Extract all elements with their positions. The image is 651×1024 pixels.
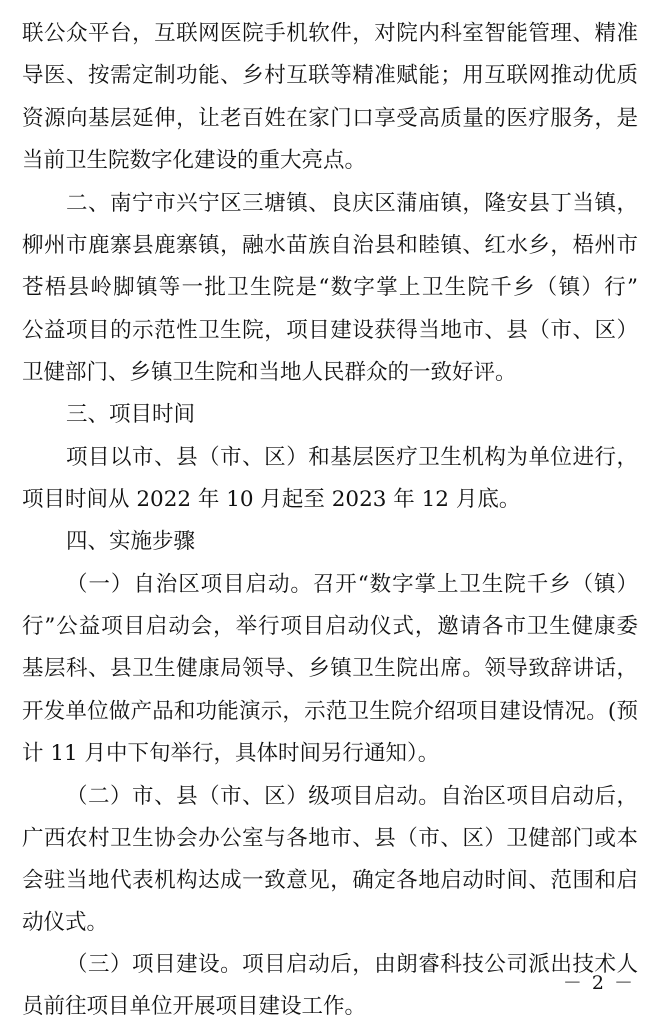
text-line: 项目以市、县（市、区）和基层医疗卫生机构为单位进行， — [66, 445, 638, 470]
text-line: 资源向基层延伸，让老百姓在家门口享受高质量的医疗服务，是 — [22, 106, 638, 131]
text-line: 公益项目的示范性卫生院，项目建设获得当地市、县（市、区） — [22, 318, 638, 343]
text-line: 柳州市鹿寨县鹿寨镇，融水苗族自治县和睦镇、红水乡，梧州市 — [22, 233, 638, 258]
text-line: 会驻当地代表机构达成一致意见，确定各地启动时间、范围和启 — [22, 868, 638, 893]
step-two-first-line: （二）市、县（市、区）级项目启动。自治区项目启动后， — [66, 784, 638, 809]
text-line: 导医、按需定制功能、乡村互联等精准赋能；用互联网推动优质 — [22, 63, 638, 88]
text-line: 广西农村卫生协会办公室与各地市、县（市、区）卫健部门或本 — [22, 826, 638, 851]
section-heading-project-time: 三、项目时间 — [66, 402, 196, 427]
section-heading-implementation-steps: 四、实施步骤 — [66, 529, 196, 554]
step-three-first-line: （三）项目建设。项目启动后，由朗睿科技公司派出技术人 — [66, 952, 638, 977]
text-line: 行”公益项目启动会，举行项目启动仪式，邀请各市卫生健康委 — [22, 614, 638, 639]
step-one-first-line: （一）自治区项目启动。召开“数字掌上卫生院千乡（镇） — [66, 572, 638, 597]
text-line: 联公众平台，互联网医院手机软件，对院内科室智能管理、精准 — [22, 21, 638, 46]
text-line: 动仪式。 — [22, 910, 109, 935]
section-two-first-line: 二、南宁市兴宁区三塘镇、良庆区蒲庙镇，隆安县丁当镇， — [66, 191, 638, 216]
text-line: 当前卫生院数字化建设的重大亮点。 — [22, 148, 367, 173]
text-line: 开发单位做产品和功能演示，示范卫生院介绍项目建设情况。(预 — [22, 699, 638, 724]
text-line: 计 11 月中下旬举行，具体时间另行通知）。 — [22, 741, 440, 766]
text-line: 项目时间从 2022 年 10 月起至 2023 年 12 月底。 — [22, 487, 521, 512]
text-line: 苍梧县岭脚镇等一批卫生院是“数字掌上卫生院千乡（镇）行” — [22, 275, 638, 300]
text-line: 员前往项目单位开展项目建设工作。 — [22, 994, 367, 1019]
text-line: 基层科、县卫生健康局领导、乡镇卫生院出席。领导致辞讲话， — [22, 656, 638, 681]
page-number: － 2 － — [562, 972, 635, 994]
text-line: 卫健部门、乡镇卫生院和当地人民群众的一致好评。 — [22, 360, 517, 385]
